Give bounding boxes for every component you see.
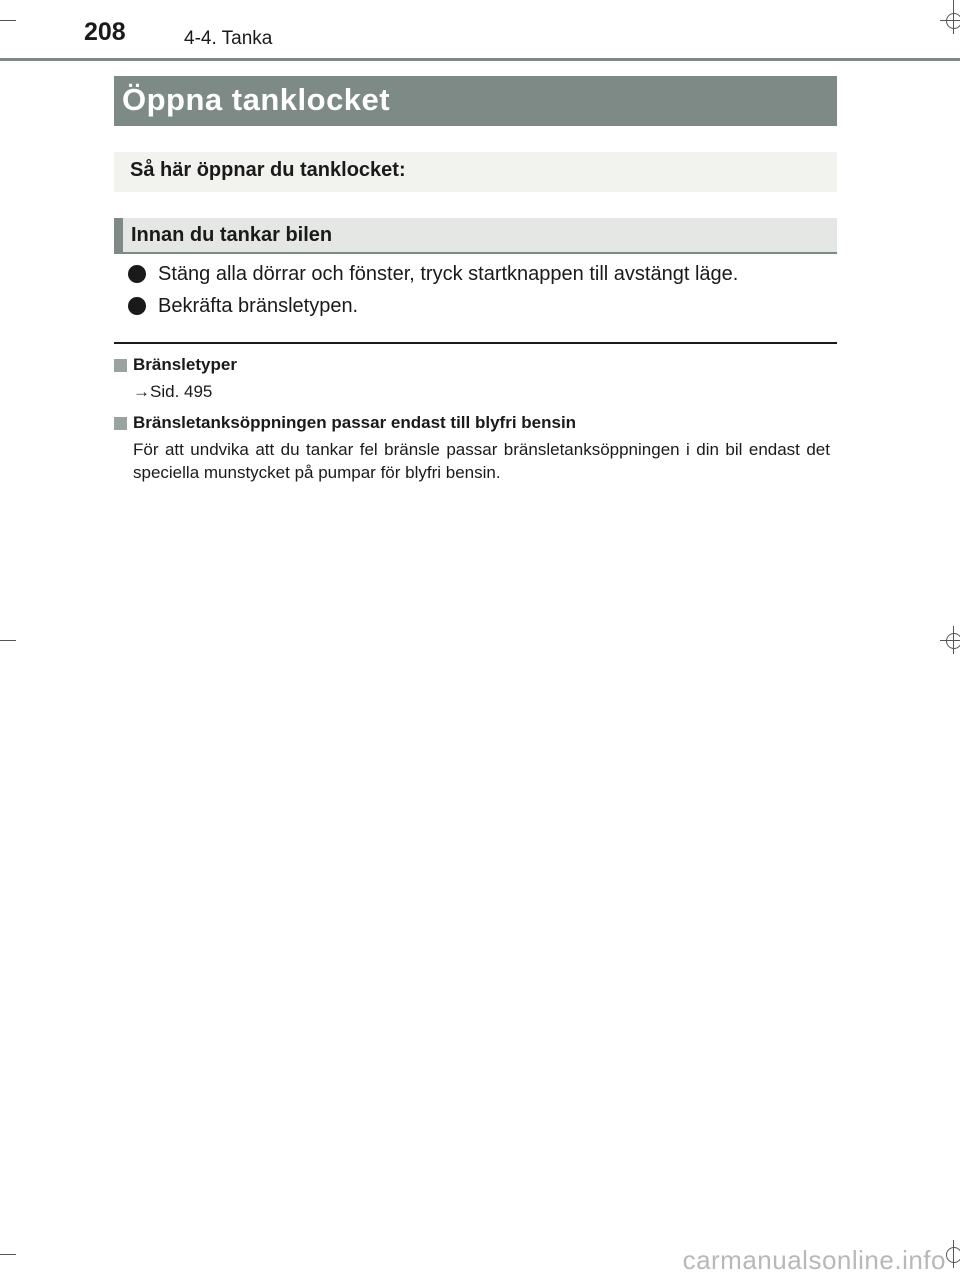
crop-mark-bottom-left <box>0 1254 16 1255</box>
list-item <box>128 294 838 318</box>
arrow-right-icon: → <box>133 382 150 401</box>
square-bullet-icon <box>114 359 127 372</box>
header-rule <box>0 58 960 61</box>
note-body <box>114 380 830 403</box>
crop-mark-top-right-v <box>953 0 954 34</box>
crop-mark-mid-right-v <box>953 626 954 654</box>
page-reference-link[interactable]: Sid. 495 <box>150 382 213 401</box>
title-band <box>114 76 837 126</box>
list-item-text: Bekräfta bränsletypen. <box>158 295 359 317</box>
section-reference: 4-4. Tanka <box>184 28 273 49</box>
page-number: 208 <box>84 18 126 46</box>
how-to-heading: Så här öppnar du tanklocket: <box>130 159 406 181</box>
list-item <box>128 262 838 286</box>
note-fuel-types <box>114 354 837 403</box>
watermark: carmanualsonline.info <box>682 1245 946 1275</box>
crop-mark-top-left <box>0 20 16 21</box>
page-title: Öppna tanklocket <box>122 82 391 117</box>
square-bullet-icon <box>114 417 127 430</box>
list-item-text: Stäng alla dörrar och fönster, tryck startknappen till avstängt läge. <box>158 263 739 285</box>
note-heading-text: Bränsletanksöppningen passar endast till blyfri bensin <box>133 413 577 432</box>
note-heading-text: Bränsletyper <box>133 355 237 374</box>
note-body: För att undvika att du tankar fel bränsle passar bränsletanksöppningen i din bil endast det speciella munstycket på pumpar för blyfri bensin. <box>133 440 830 482</box>
note-unleaded-only <box>114 412 837 484</box>
crop-mark-bottom-right-v <box>953 1240 954 1268</box>
before-fueling-accent-bar <box>114 218 123 254</box>
note-heading <box>114 354 837 376</box>
before-fueling-heading: Innan du tankar bilen <box>131 224 333 246</box>
how-to-box <box>114 152 837 192</box>
bullet-dot-icon <box>128 297 146 315</box>
note-heading <box>114 412 837 434</box>
bullet-dot-icon <box>128 265 146 283</box>
before-fueling-box <box>114 218 837 254</box>
section-divider <box>114 342 837 344</box>
before-fueling-list <box>128 262 838 326</box>
crop-mark-mid-left <box>0 640 16 641</box>
